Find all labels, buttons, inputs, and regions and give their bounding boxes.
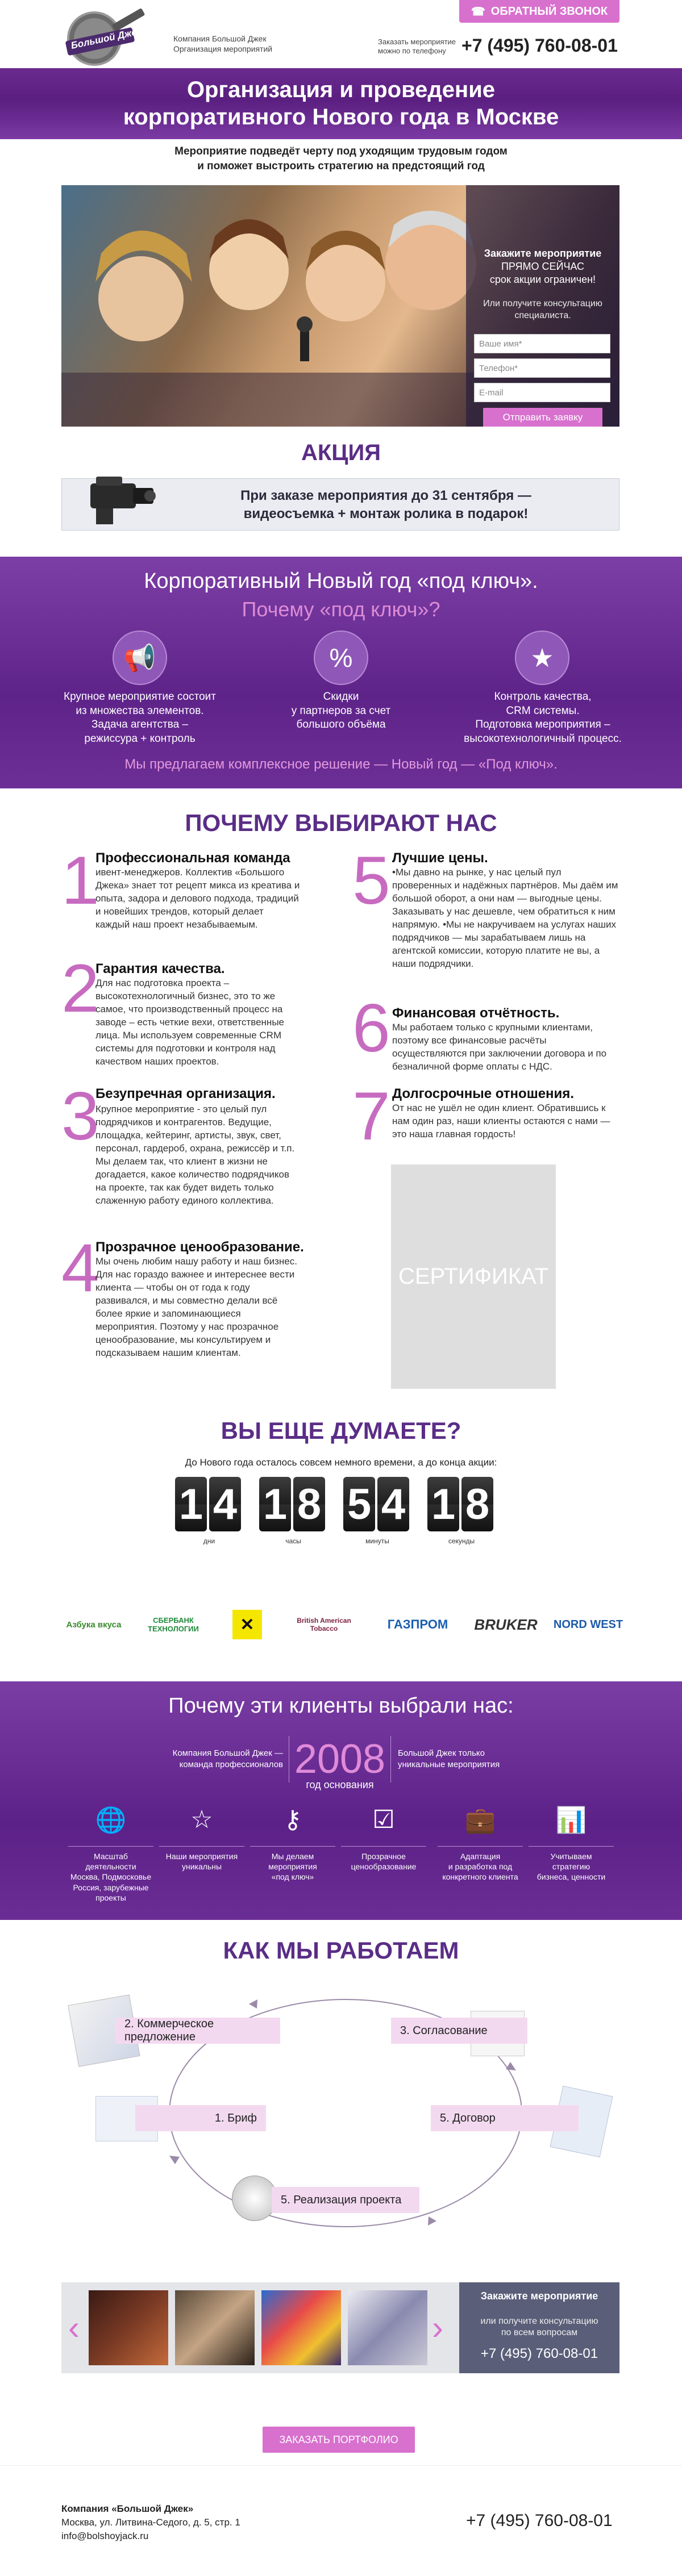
step-brief: 1. Бриф	[135, 2105, 266, 2131]
raiffeisen-emblem-icon: ✕	[232, 1610, 262, 1639]
client-reason-6	[529, 1846, 614, 1882]
feature-1-number: 1	[61, 842, 99, 918]
megaphone-icon: 📢	[113, 631, 167, 685]
process-diagram	[61, 1977, 619, 2249]
callback-button[interactable]	[459, 0, 619, 23]
turnkey-subtitle: Почему «под ключ»?	[242, 598, 440, 621]
client-reason-3-line-1: Мы делаем	[271, 1852, 314, 1861]
benefit-1-line-1: Крупное мероприятие состоит	[64, 691, 216, 703]
form-sub-1: Или получите консультацию	[483, 299, 602, 308]
client-reason-6-line-3: бизнеса, ценности	[537, 1872, 606, 1882]
logo-bat: British American Tobacco	[297, 1617, 351, 1633]
benefit-1-line-3: Задача агентства –	[91, 719, 189, 731]
certificate-label: СЕРТИФИКАТ	[398, 1264, 549, 1289]
client-reason-3-line-3: «под ключ»	[271, 1872, 314, 1882]
client-reason-2-line-1: Наши мероприятия	[165, 1852, 238, 1861]
minutes-digit-2: 4	[377, 1477, 409, 1531]
feature-3-title: Безупречная организация.	[95, 1086, 276, 1101]
turnkey-section	[0, 557, 682, 788]
footer	[0, 2465, 682, 2576]
hours-label: часы	[285, 1537, 301, 1545]
feature-2-title: Гарантия качества.	[95, 961, 225, 976]
order-line-1: Заказать мероприятие	[378, 37, 456, 46]
logo-sberbank-technologies: СБЕРБАНК ТЕХНОЛОГИИ	[148, 1616, 199, 1633]
slider-next-arrow[interactable]: ›	[432, 2308, 443, 2347]
countdown-days	[175, 1477, 243, 1545]
client-reason-5-line-1: Адаптация	[460, 1852, 501, 1861]
countdown-seconds	[427, 1477, 496, 1545]
logo-nord-west: NORD WEST	[553, 1618, 623, 1631]
checkbox-icon: ☑	[372, 1806, 395, 1834]
feature-1-text: ивент-менеджеров. Коллектив «Большого Джека» знает тот рецепт микса из креатива и опыта, задора и делового подхода, традиций и новейших трендов, который делает каждый наш проект незабываемым.	[95, 867, 300, 930]
briefcase-icon: 💼	[464, 1806, 496, 1834]
slider-prev-arrow[interactable]: ‹	[68, 2308, 80, 2347]
seconds-digit-1: 1	[427, 1477, 459, 1531]
star-icon: ★	[515, 631, 569, 685]
client-reason-5	[438, 1846, 523, 1882]
hero-subtitle-line-1: Мероприятие подведёт черту под уходящим трудовым годом	[174, 145, 508, 157]
company-line-2: Организация мероприятий	[173, 44, 273, 53]
client-reason-5-line-3: конкретного клиента	[442, 1872, 518, 1882]
countdown-timer	[175, 1477, 516, 1562]
feature-5-number: 5	[352, 842, 390, 918]
benefit-3-line-2: CRM системы.	[506, 704, 580, 717]
feature-2-text: Для нас подготовка проекта – высокотехнологичный бизнес, это то же самое, что производственный процесс на заводе – есть четкие вехи, ответственные лица. Мы используем современные CRM системы для подготовки и контроля над качеством наших проектов.	[95, 978, 284, 1067]
clients-right-2: уникальные мероприятия	[398, 1760, 500, 1769]
header	[0, 0, 682, 68]
client-reason-5-line-2: и разработка под	[448, 1862, 513, 1872]
benefit-1-text	[60, 690, 219, 746]
megaphone-illustration-icon	[232, 2176, 277, 2221]
form-sub-2: специалиста.	[514, 311, 571, 320]
benefit-3-line-3: Подготовка мероприятия –	[475, 719, 610, 731]
client-reason-3-line-2: мероприятия	[268, 1862, 317, 1872]
benefit-2-line-2: у партнеров за счет	[291, 704, 391, 717]
feature-7-title: Долгосрочные отношения.	[392, 1086, 574, 1101]
turnkey-title: Корпоративный Новый год «под ключ».	[144, 569, 538, 593]
client-reason-3	[250, 1846, 335, 1882]
feature-2-number: 2	[61, 950, 99, 1026]
logo-azbuka-vkusa: Азбука вкуса	[66, 1619, 122, 1630]
benefit-3-line-4: высокотехнологичный процесс.	[464, 733, 622, 745]
feature-6-title: Финансовая отчётность.	[392, 1005, 560, 1021]
feature-5-text: •Мы давно на рынке, у нас целый пул проверенных и надёжных партнёров. Мы даём им большой оборот, а они нам — выгодные цены. Заказывать у нас дешевле, чем обратиться к ним напрямую. •Мы не накручиваем на услугах наших подрядчиков — мы зарабатываем лишь на агентской комиссии, которую платите не вы, а наши подрядчики.	[392, 867, 618, 969]
promo-text-line-1: При заказе мероприятия до 31 сентября —	[240, 488, 531, 503]
feature-1-title: Профессиональная команда	[95, 850, 290, 866]
feature-4-number: 4	[61, 1230, 99, 1306]
client-reason-4-line-1: Прозрачное	[361, 1852, 406, 1861]
order-portfolio-button[interactable]: ЗАКАЗАТЬ ПОРТФОЛИО	[263, 2427, 415, 2453]
order-line-2: можно по телефону	[378, 47, 446, 55]
benefit-1-line-4: режиссура + контроль	[84, 733, 196, 745]
hours-digit-1: 1	[259, 1477, 291, 1531]
client-reason-1-line-1: Масштаб деятельности	[85, 1852, 136, 1872]
video-camera-icon	[79, 466, 159, 529]
client-reason-4-line-2: ценообразование	[351, 1862, 417, 1872]
portfolio-photo-2[interactable]	[175, 2290, 255, 2365]
feature-7-number: 7	[352, 1078, 390, 1154]
logo-gazprom: ГАЗПРОМ	[387, 1617, 448, 1631]
hero-title-band	[0, 68, 682, 139]
minutes-digit-1: 5	[343, 1477, 375, 1531]
benefit-2-line-3: большого объёма	[296, 719, 386, 731]
client-reason-4	[341, 1846, 426, 1872]
feature-5-title: Лучшие цены.	[392, 850, 488, 866]
countdown-subtitle: До Нового года осталось совсем немного времени, а до конца акции:	[185, 1457, 497, 1468]
hours-digit-2: 8	[293, 1477, 325, 1531]
days-label: дни	[203, 1537, 215, 1545]
client-reason-2-line-2: уникальны	[181, 1862, 222, 1872]
minutes-label: минуты	[365, 1537, 389, 1545]
logo-raiffeisen	[222, 1602, 273, 1647]
days-digit-1: 1	[175, 1477, 207, 1531]
footer-address: Москва, ул. Литвина-Седого, д. 5, стр. 1	[61, 2517, 240, 2528]
form-heading-1: Закажите мероприятие	[484, 248, 602, 259]
submit-request-button[interactable]: Отправить заявку	[483, 408, 602, 427]
countdown-minutes	[343, 1477, 411, 1545]
benefit-3-text	[455, 690, 631, 746]
promo-title: АКЦИЯ	[301, 440, 381, 465]
hero-subtitle-line-2: и поможет выстроить стратегию на предстоящий год	[197, 160, 485, 172]
step-contract: 5. Договор	[431, 2105, 579, 2131]
clients-section	[0, 1681, 682, 1920]
logo-bruker: BRUKER	[474, 1615, 538, 1633]
portfolio-photo-3[interactable]	[261, 2290, 341, 2365]
client-reason-6-line-1: Учитываем	[550, 1852, 592, 1861]
logo[interactable]	[61, 5, 152, 67]
portfolio-photo-1[interactable]	[89, 2290, 168, 2365]
star-outline-icon: ☆	[190, 1806, 213, 1834]
feature-3-text: Крупное мероприятие - это целый пул подрядчиков и контрагентов. Ведущие, площадка, кейтеринг, артисты, звук, свет, персонал, гардероб, охрана, режиссёр и т.п. Мы делаем так, что клиент в жизни не догадается, какое количество подрядчиков на проекте, так как будет видеть только слаженную работу единого коллектива.	[95, 1104, 295, 1206]
globe-icon: 🌐	[95, 1806, 127, 1834]
benefit-2-line-1: Скидки	[323, 691, 359, 703]
portfolio-cta-1: Закажите мероприятие	[480, 2290, 598, 2302]
name-field[interactable]: Ваше имя*	[474, 334, 610, 353]
hero-title-line-2: корпоративного Нового года в Москве	[123, 105, 559, 130]
step-agreement: 3. Согласование	[391, 2018, 527, 2044]
hero-title-line-1: Организация и проведение	[186, 77, 496, 102]
founded-caption: год основания	[306, 1779, 374, 1790]
logo-text: Большой Джек	[70, 26, 143, 51]
clients-right-1: Большой Джек только	[398, 1748, 485, 1758]
benefit-2-text	[261, 690, 421, 732]
certificate-placeholder[interactable]	[391, 1164, 556, 1389]
countdown-title: ВЫ ЕЩЕ ДУМАЕТЕ?	[221, 1417, 461, 1444]
step-commercial-offer: 2. Коммерческое предложение	[115, 2018, 280, 2044]
header-phone[interactable]: +7 (495) 760-08-01	[461, 35, 618, 56]
clients-left-1: Компания Большой Джек —	[172, 1748, 283, 1758]
portfolio-cta-2: или получите консультацию	[480, 2316, 598, 2326]
form-heading-3: срок акции ограничен!	[489, 274, 596, 285]
phone-handset-icon: ☎	[471, 5, 485, 18]
feature-6-text: Мы работаем только с крупными клиентами, поэтому все финансовые расчёты осуществляются при заключении договора и по безналичной форме оплаты с НДС.	[392, 1022, 607, 1072]
client-reason-1-line-3: Россия, зарубежные проекты	[73, 1882, 149, 1902]
percent-icon: %	[314, 631, 368, 685]
seconds-label: секунды	[448, 1537, 475, 1545]
company-line-1: Компания Большой Джек	[173, 34, 267, 43]
client-logos	[57, 1590, 625, 1659]
client-reason-1	[68, 1846, 153, 1903]
feature-3-number: 3	[61, 1078, 99, 1154]
client-reason-1-line-2: Москва, Подмосковье	[70, 1872, 152, 1882]
key-icon: ⚷	[283, 1806, 302, 1834]
benefit-3-line-1: Контроль качества,	[494, 691, 592, 703]
clients-title: Почему эти клиенты выбрали нас:	[168, 1694, 514, 1718]
phone-field[interactable]: Телефон*	[474, 358, 610, 378]
countdown-hours	[259, 1477, 327, 1545]
email-field[interactable]: E-mail	[474, 383, 610, 402]
order-form-panel	[466, 185, 619, 427]
step-implementation: 5. Реализация проекта	[272, 2187, 419, 2213]
footer-phone[interactable]: +7 (495) 760-08-01	[466, 2511, 613, 2530]
benefit-1-line-2: из множества элементов.	[76, 704, 204, 717]
clients-left-2: команда профессионалов	[179, 1760, 283, 1769]
portfolio-cta-3: по всем вопросам	[501, 2328, 578, 2337]
portfolio-cta-panel	[459, 2282, 619, 2373]
portfolio-cta-phone[interactable]: +7 (495) 760-08-01	[480, 2346, 598, 2361]
footer-company: Компания «Большой Джек»	[61, 2503, 194, 2514]
footer-email[interactable]: info@bolshoyjack.ru	[61, 2531, 149, 2541]
promo-text-line-2: видеосъемка + монтаж ролика в подарок!	[243, 506, 529, 521]
process-title: КАК МЫ РАБОТАЕМ	[223, 1937, 459, 1964]
client-reason-6-line-2: стратегию	[552, 1862, 590, 1872]
promo-box	[61, 478, 619, 531]
chart-icon: 📊	[555, 1806, 587, 1834]
feature-4-title: Прозрачное ценообразование.	[95, 1239, 304, 1255]
feature-7-text: От нас не ушёл не один клиент. Обратившись к нам один раз, наши клиенты остаются с нами — это наша главная гордость!	[392, 1103, 610, 1139]
seconds-digit-2: 8	[461, 1477, 493, 1531]
form-heading-2: ПРЯМО СЕЙЧАС	[501, 261, 585, 272]
hero-photo	[61, 185, 619, 427]
feature-4-text: Мы очень любим нашу работу и наш бизнес. Для нас гораздо важнее и интереснее вести клиента — чтобы он от года к году развивался, и мы совместно делали всё более яркие и запоминающиеся мероприятия. Поэтому у нас прозрачное ценообразование, мы консультируем и подсказываем нашим клиентам.	[95, 1256, 297, 1358]
callback-button-label: ОБРАТНЫЙ ЗВОНОК	[490, 5, 608, 18]
feature-6-number: 6	[352, 990, 390, 1066]
turnkey-bottom-text: Мы предлагаем комплексное решение — Новый год — «Под ключ».	[124, 757, 558, 772]
founded-year: 2008	[289, 1736, 391, 1782]
portfolio-photo-4[interactable]	[348, 2290, 427, 2365]
portfolio-slider	[61, 2282, 619, 2373]
days-digit-2: 4	[209, 1477, 241, 1531]
why-us-title: ПОЧЕМУ ВЫБИРАЮТ НАС	[185, 809, 497, 836]
client-reason-2	[159, 1846, 244, 1872]
